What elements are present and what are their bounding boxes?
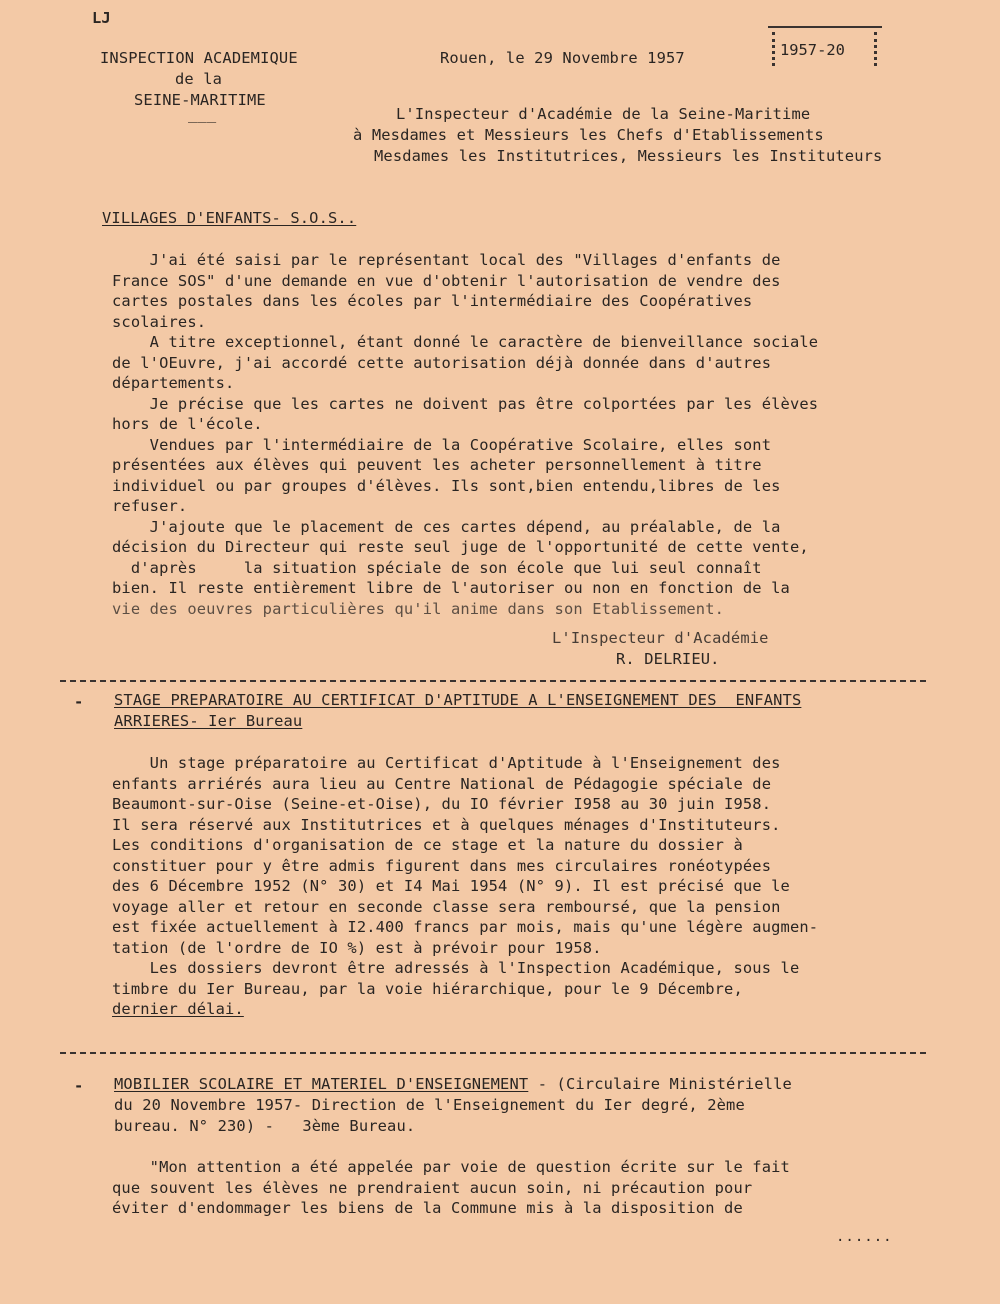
reference-box <box>768 26 882 72</box>
office-line-2: de la <box>175 70 223 88</box>
body-line: France SOS" d'une demande en vue d'obtenir l'autorisation de vendre des <box>112 271 781 290</box>
body-line: éviter d'endommager les biens de la Commune mis à la disposition de <box>112 1199 743 1217</box>
addressee-line-2: à Mesdames et Messieurs les Chefs d'Etablissements <box>353 126 824 144</box>
body-line: Un stage préparatoire au Certificat d'Aptitude à l'Enseignement des <box>112 754 781 772</box>
continuation-mark: ...... <box>836 1229 893 1245</box>
body-line: individuel ou par groupes d'élèves. Ils sont,bien entendu,libres de les <box>112 476 781 495</box>
addressee-line-3: Mesdames les Institutrices, Messieurs les Instituteurs <box>374 147 883 165</box>
section3-title: MOBILIER SCOLAIRE ET MATERIEL D'ENSEIGNEMENT <box>114 1075 529 1093</box>
section2-bullet: - <box>74 693 84 711</box>
body-line: Les conditions d'organisation de ce stage et la nature du dossier à <box>112 836 743 854</box>
section3-title-rest: - (Circulaire Ministérielle <box>528 1075 792 1093</box>
place-date: Rouen, le 29 Novembre 1957 <box>440 49 685 67</box>
body-line: des 6 Décembre 1952 (N° 30) et I4 Mai 1954 (N° 9). Il est précisé que le <box>112 877 790 895</box>
body-line: Vendues par l'intermédiaire de la Coopérative Scolaire, elles sont <box>112 435 772 454</box>
section3-bullet: - <box>74 1077 84 1095</box>
section2-title-line-2: ARRIERES- Ier Bureau <box>114 712 303 730</box>
body-line: hors de l'école. <box>112 415 263 433</box>
section3-title-line-2: du 20 Novembre 1957- Direction de l'Enseignement du Ier degré, 2ème <box>114 1096 745 1114</box>
body-line: tation (de l'ordre de IO %) est à prévoir pour 1958. <box>112 938 602 957</box>
body-line: A titre exceptionnel, étant donné le caractère de bienveillance sociale <box>112 333 819 351</box>
body-line: Il sera réservé aux Institutrices et à quelques ménages d'Instituteurs. <box>112 815 781 834</box>
body-line: présentées aux élèves qui peuvent les acheter personnellement à titre <box>112 456 762 474</box>
body-line: Les dossiers devront être adressés à l'Inspection Académique, sous le <box>112 959 800 977</box>
body-line: J'ajoute que le placement de ces cartes dépend, au préalable, de la <box>112 517 781 536</box>
initials: LJ <box>92 9 111 27</box>
signature-name: R. DELRIEU. <box>616 650 720 668</box>
body-line: "Mon attention a été appelée par voie de question écrite sur le fait <box>112 1158 790 1176</box>
body-line: enfants arriérés aura lieu au Centre National de Pédagogie spéciale de <box>112 774 772 793</box>
reference-number: 1957-20 <box>780 41 845 59</box>
section3-title-line-3: bureau. N° 230) - 3ème Bureau. <box>114 1117 416 1135</box>
office-line-3: SEINE-MARITIME <box>134 91 266 109</box>
signature-title: L'Inspecteur d'Académie <box>552 629 769 647</box>
body-line: timbre du Ier Bureau, par la voie hiérarchique, pour le 9 Décembre, <box>112 979 743 998</box>
body-line: bien. Il reste entièrement libre de l'autoriser ou non en fonction de la <box>112 579 790 597</box>
body-line: refuser. <box>112 497 188 515</box>
body-line: de l'OEuvre, j'ai accordé cette autorisation déjà donnée dans d'autres <box>112 353 772 372</box>
body-line: dernier délai. <box>112 1000 244 1018</box>
body-line: cartes postales dans les écoles par l'intermédiaire des Coopératives <box>112 292 753 310</box>
body-line: J'ai été saisi par le représentant local des "Villages d'enfants de <box>112 251 781 269</box>
body-line: scolaires. <box>112 312 207 331</box>
body-line: voyage aller et retour en seconde classe sera remboursé, que la pension <box>112 897 781 916</box>
body-line: est fixée actuellement à I2.400 francs par mois, mais qu'une légère augmen- <box>112 918 819 936</box>
body-line: Je précise que les cartes ne doivent pas être colportées par les élèves <box>112 394 819 413</box>
body-line: constituer pour y être admis figurent dans mes circulaires ronéotypées <box>112 856 772 875</box>
office-rule: ___ <box>188 105 217 123</box>
section2-title-line-1: STAGE PREPARATOIRE AU CERTIFICAT D'APTITUDE A L'ENSEIGNEMENT DES ENFANTS <box>114 691 802 709</box>
section1-title: VILLAGES D'ENFANTS- S.O.S.. <box>102 209 357 227</box>
section-divider <box>60 1052 926 1054</box>
body-line: que souvent les élèves ne prendraient aucun soin, ni précaution pour <box>112 1178 753 1197</box>
office-line-1: INSPECTION ACADEMIQUE <box>100 49 298 67</box>
section-divider <box>60 680 926 682</box>
body-line: décision du Directeur qui reste seul juge de l'opportunité de cette vente, <box>112 538 809 556</box>
body-line: départements. <box>112 374 235 392</box>
body-line: Beaumont-sur-Oise (Seine-et-Oise), du IO février I958 au 30 juin I958. <box>112 795 772 813</box>
section3-title-line-1 <box>114 1074 792 1095</box>
body-line: vie des oeuvres particulières qu'il anime dans son Etablissement. <box>112 599 725 618</box>
addressee-line-1: L'Inspecteur d'Académie de la Seine-Maritime <box>396 105 811 123</box>
body-line: d'après la situation spéciale de son école que lui seul connaît <box>112 558 762 577</box>
